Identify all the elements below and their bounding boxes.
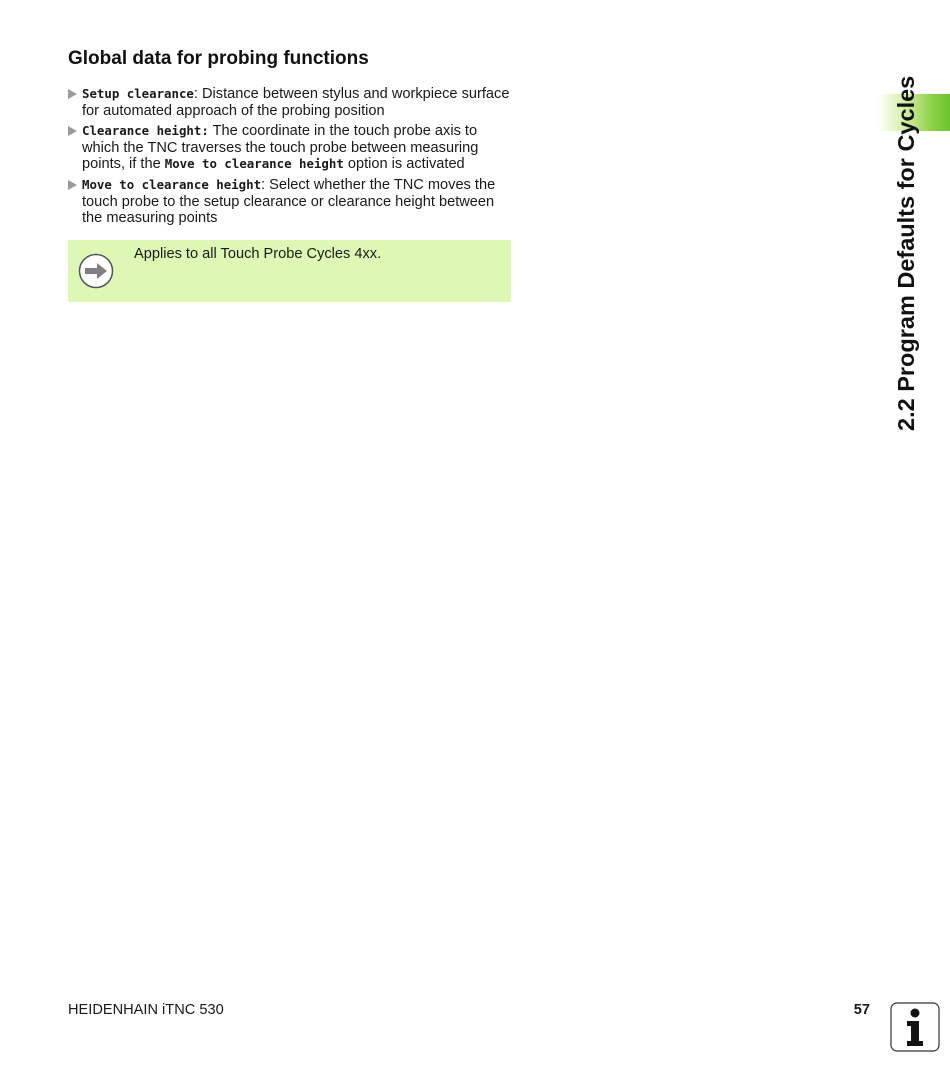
bullet-text: : Select whether the TNC moves the touch probe to the setup clearance or clearance height between the measuring points <box>82 176 496 227</box>
bullet-clearance-height <box>68 123 514 173</box>
bullet-move-to-clearance-height <box>68 177 514 227</box>
bullet-keyword-inline: Move to clearance height <box>164 156 344 172</box>
bullet-text-end: option is activated <box>343 156 465 173</box>
bullet-keyword: Setup clearance <box>82 86 194 101</box>
bullet-setup-clearance <box>68 86 514 119</box>
info-icon <box>890 1002 940 1052</box>
bullet-keyword: Clearance height: <box>82 123 209 139</box>
bullet-arrow-icon <box>68 89 77 99</box>
note-text: Applies to all Touch Probe Cycles 4xx. <box>134 246 382 262</box>
footer-product: HEIDENHAIN iTNC 530 <box>68 1002 224 1018</box>
bullet-arrow-icon <box>68 126 77 136</box>
arrow-right-circle-icon <box>78 253 114 289</box>
bullet-list <box>68 86 514 231</box>
note-box <box>68 240 511 302</box>
chapter-title: 2.2 Program Defaults for Cycles <box>893 75 919 431</box>
bullet-arrow-icon <box>68 180 77 190</box>
bullet-text: : Distance between stylus and workpiece surface for automated approach of the probing position <box>82 86 510 119</box>
page-number: 57 <box>853 1002 870 1018</box>
section-title: Global data for probing functions <box>68 48 369 69</box>
bullet-keyword: Move to clearance height <box>82 176 262 192</box>
bullet-text: The coordinate in the touch probe axis to which the TNC traverses the touch probe between measuring points, if the <box>82 123 479 173</box>
